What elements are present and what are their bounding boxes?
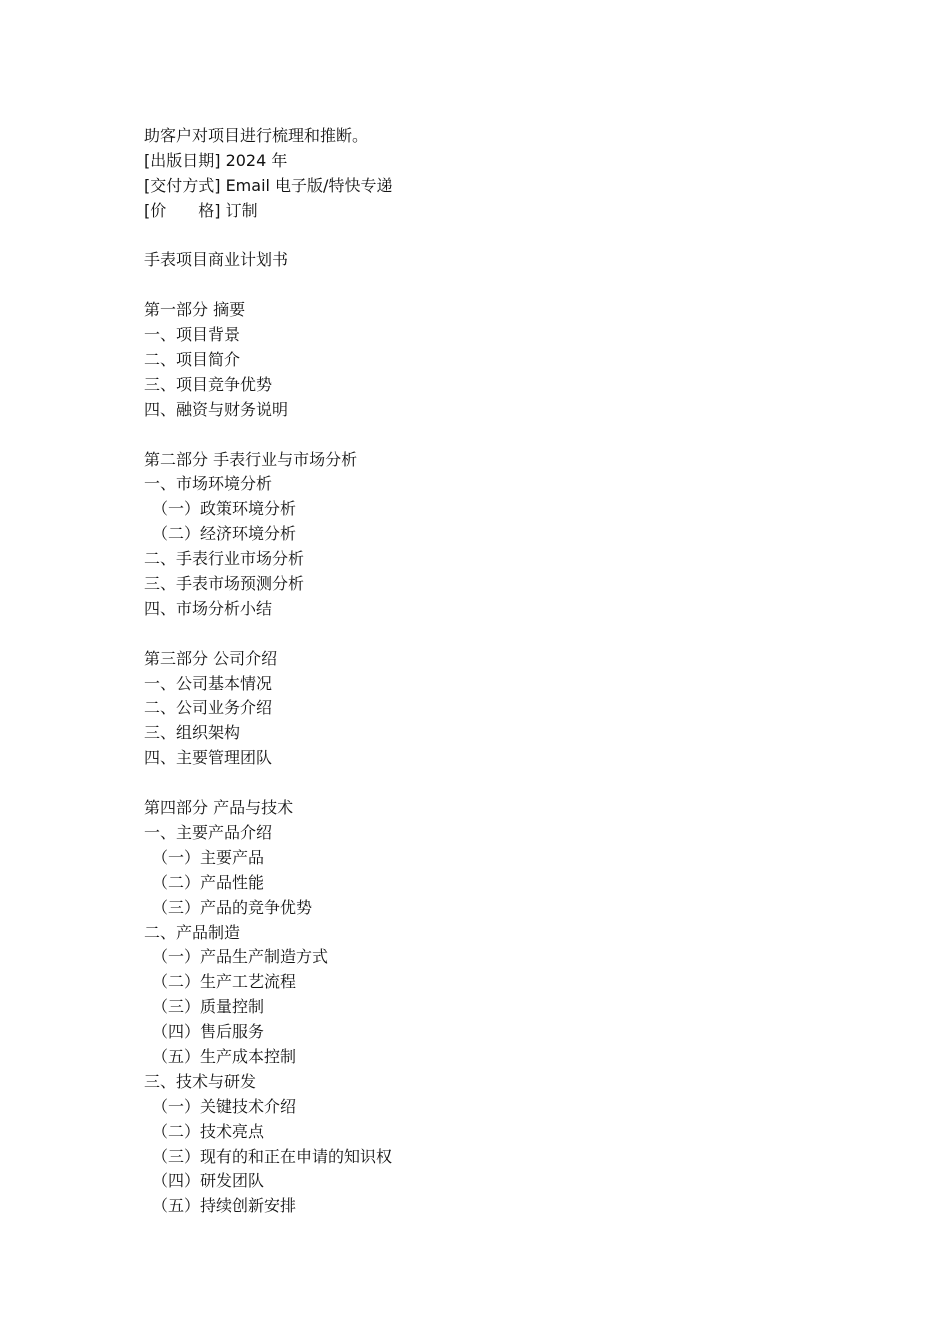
- part-title: 第三部分 公司介绍: [144, 648, 278, 668]
- document-body: [144, 124, 844, 1219]
- toc-item: 三、组织架构: [144, 723, 241, 743]
- toc-item: 二、手表行业市场分析: [144, 549, 305, 569]
- toc-item: 二、公司业务介绍: [144, 698, 273, 718]
- toc-item: 一、市场环境分析: [144, 474, 273, 494]
- spacer: [144, 273, 844, 298]
- toc-subitem: （三）现有的和正在申请的知识权: [152, 1146, 393, 1166]
- spacer: [144, 224, 844, 249]
- toc-item: 一、主要产品介绍: [144, 822, 273, 842]
- toc-subitem: （一）关键技术介绍: [152, 1096, 297, 1116]
- toc-part: [144, 647, 844, 771]
- toc-subitem: （四）研发团队: [152, 1171, 265, 1191]
- spacer: [144, 771, 844, 796]
- part-title: 第一部分 摘要: [144, 300, 246, 320]
- price: [价 格] 订制: [144, 200, 258, 220]
- toc-item: 二、项目简介: [144, 350, 241, 370]
- toc-item: 一、项目背景: [144, 325, 241, 345]
- toc-subitem: （一）产品生产制造方式: [152, 947, 329, 967]
- toc-part: [144, 448, 844, 622]
- spacer: [144, 622, 844, 647]
- toc-item: 一、公司基本情况: [144, 673, 273, 693]
- toc-subitem: （五）生产成本控制: [152, 1046, 297, 1066]
- toc-item: 四、市场分析小结: [144, 598, 273, 618]
- toc-subitem: （二）技术亮点: [152, 1121, 265, 1141]
- toc-item: 三、技术与研发: [144, 1071, 257, 1091]
- toc-subitem: （一）主要产品: [152, 847, 265, 867]
- toc-item: 四、融资与财务说明: [144, 399, 289, 419]
- table-of-contents: [144, 298, 844, 1219]
- intro-text: 助客户对项目进行梳理和推断。: [144, 126, 369, 145]
- toc-subitem: （五）持续创新安排: [152, 1196, 297, 1216]
- toc-item: 四、主要管理团队: [144, 748, 273, 768]
- delivery-method: [交付方式] Email 电子版/特快专递: [144, 175, 393, 195]
- toc-item: 三、手表市场预测分析: [144, 574, 305, 594]
- toc-subitem: （三）质量控制: [152, 997, 265, 1017]
- part-title: 第四部分 产品与技术: [144, 798, 294, 818]
- part-title: 第二部分 手表行业与市场分析: [144, 449, 358, 469]
- toc-subitem: （四）售后服务: [152, 1022, 265, 1042]
- toc-part: [144, 796, 844, 1219]
- toc-subitem: （三）产品的竞争优势: [152, 897, 313, 917]
- toc-subitem: （一）政策环境分析: [152, 499, 297, 519]
- toc-item: 三、项目竞争优势: [144, 374, 273, 394]
- toc-item: 二、产品制造: [144, 922, 241, 942]
- toc-subitem: （二）经济环境分析: [152, 524, 297, 544]
- toc-part: [144, 298, 844, 422]
- publish-date: [出版日期] 2024 年: [144, 150, 288, 170]
- toc-subitem: （二）生产工艺流程: [152, 972, 297, 992]
- spacer: [144, 423, 844, 448]
- toc-subitem: （二）产品性能: [152, 872, 265, 892]
- document-title: 手表项目商业计划书: [144, 250, 289, 270]
